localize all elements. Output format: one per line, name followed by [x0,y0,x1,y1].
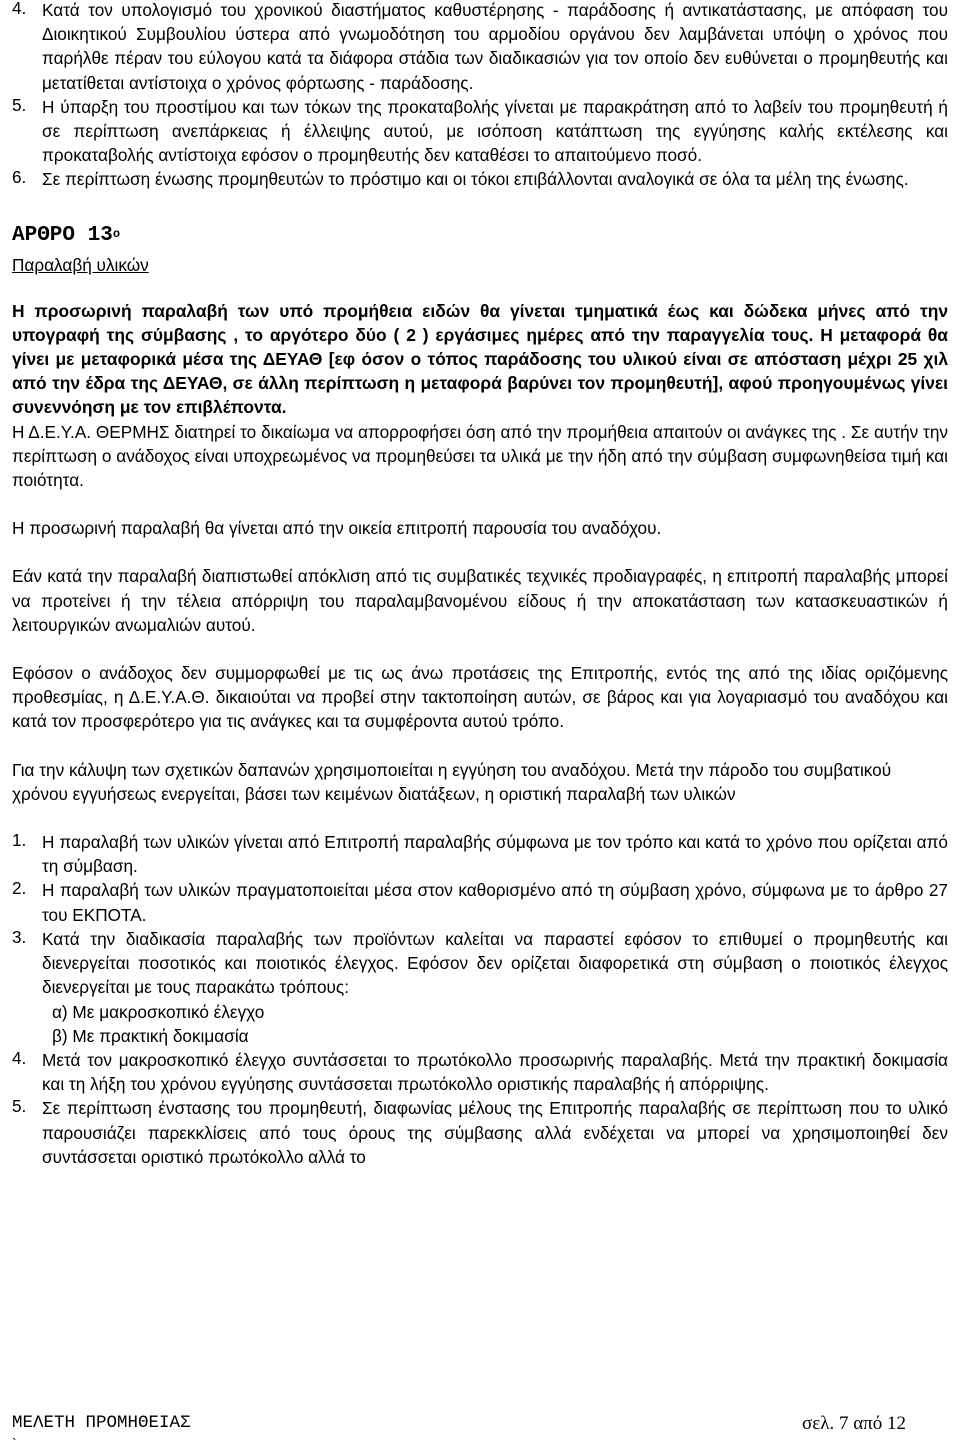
bold-paragraph: Η προσωρινή παραλαβή των υπό προμήθεια ειδών θα γίνεται τμηματικά έως και δώδεκα μήνες από την υπογραφή της σύμβασης , το αργότερο δύο ( 2 ) εργάσιμες ημέρες από την παραγγελία τους. Η μεταφορά θα γίνει με μεταφορικά μέσα της ΔΕΥΑΘ [εφ όσον ο τόπος παράδοσης του υλικού είναι σε απόσταση μέχρι 25 χιλ από την έδρα της ΔΕΥΑΘ, σε άλλη περίπτωση η μεταφορά βαρύνει τον προμηθευτή], αφού προηγουμένως γίνει συνεννόηση με τον επιβλέποντα. [12,300,948,418]
list-item [12,95,948,168]
item-text: Μετά τον μακροσκοπικό έλεγχο συντάσσεται το πρωτόκολλο προσωρινής παραλαβής. Μετά την πρακτική δοκιμασία και τη λήξη του χρόνου εγγύησης συντάσσεται πρωτόκολλο οριστικής παραλαβής ή απόρριψης. [42,1049,948,1095]
list-item [12,830,948,878]
item-number: 4. [12,0,27,18]
item-text: Η παραλαβή των υλικών πραγματοποιείται μέσα στον καθορισμένο από τη σύμβαση χρόνο, σύμφωνα με το άρθρο 27 του ΕΚΠΟΤΑ. [42,880,948,925]
article-title-text: ΑΡΘΡΟ 13 [12,223,113,247]
item-text: Κατά τον υπολογισμό του χρονικού διαστήματος καθυστέρησης - παράδοσης ή αντικατάστασης, με απόφαση του Διοικητικού Συμβουλίου ύστερα από γνωμοδότηση του αρμοδίου οργάνου δεν λαμβάνεται υπόψη ο χρόνος που παρήλθε πέραν του εύλογου κατά τα διάφορα στάδια των διαδικασιών για τον οποίο δεν ευθύνεται ο προμηθευτής και μετατίθεται αντίστοιχα ο χρόνος φόρτωσης - παράδοσης. [42,0,948,93]
paragraph: Η προσωρινή παραλαβή θα γίνεται από την οικεία επιτροπή παρουσία του αναδόχου. [12,518,662,539]
paragraph: Η Δ.Ε.Υ.Α. ΘΕΡΜΗΣ διατηρεί το δικαίωμα να απορροφήσει όση από την προμήθεια απαιτούν οι ανάγκες της . Σε αυτήν την περίπτωση ο ανάδοχος είναι υποχρεωμένος να προμηθεύσει τα υλικά με την ήδη από την σύμβαση συμφωνηθείσα τιμή και ποιότητα. [12,421,948,491]
list-item [12,0,948,95]
list-item [12,167,948,191]
footer-title: ΜΕΛΕΤΗ ΠΡΟΜΗΘΕΙΑΣ [12,1413,191,1433]
paragraph: Εάν κατά την παραλαβή διαπιστωθεί απόκλιση από τις συμβατικές τεχνικές προδιαγραφές, η επιτροπή παραλαβής μπορεί να προτείνει ή την τέλεια απόρριψη του παραλαμβανομένου είδους ή την αποκατάσταση των κατασκευαστικών ή λειτουργικών ανωμαλιών αυτού. [12,566,948,635]
list-item [12,927,948,1000]
item-number: 5. [12,94,27,115]
sub-option: α) Με μακροσκοπικό έλεγχο [52,1001,265,1022]
list-item [12,1096,948,1169]
footer-mark: ` [12,1435,17,1451]
paragraph: Για την κάλυψη των σχετικών δαπανών χρησιμοποιείται η εγγύηση του αναδόχου. Μετά την πάροδο του συμβατικού χρόνου εγγυήσεως ενεργείται, βάσει των κειμένων διατάξεων, η οριστική παραλαβή των υλικών [12,759,892,804]
page-number: σελ. 7 από 12 [802,1413,906,1434]
item-text: Η παραλαβή των υλικών γίνεται από Επιτροπή παραλαβής σύμφωνα με τον τρόπο και κατά το χρόνο που ορίζεται από τη σύμβαση. [42,832,948,877]
item-number: 5. [12,1096,27,1117]
article-subtitle: Παραλαβή υλικών [12,254,149,275]
sub-option: β) Με πρακτική δοκιμασία [52,1025,249,1046]
paragraph: Εφόσον ο ανάδοχος δεν συμμορφωθεί με τις ως άνω προτάσεις της Επιτροπής, εντός της από της ιδίας οριζόμενης προθεσμίας, η Δ.Ε.Υ.Α.Θ. δικαιούται να προβεί στην τακτοποίηση αυτών, σε βάρος και για λογαριασμό του αναδόχου και κατά τον προσφερότερο για τις ανάγκες και τα συμφέροντα αυτού τρόπο. [12,663,948,732]
list-item [12,878,948,926]
item-number: 4. [12,1047,27,1068]
page-footer [12,1413,906,1435]
item-number: 1. [12,830,27,851]
item-text: Κατά την διαδικασία παραλαβής των προϊόντων καλείται να παραστεί εφόσον το επιθυμεί ο προμηθευτής και διενεργείται ποσοτικός και ποιοτικός έλεγχος. Εφόσον δεν ορίζεται διαφορετικά στη σύμβαση ο ποιοτικός έλεγχος διενεργείται με τους παρακάτω τρόπους: [42,928,948,998]
list-item [12,1048,948,1096]
item-number: 2. [12,878,27,899]
item-text: Σε περίπτωση ένωσης προμηθευτών το πρόστιμο και οι τόκοι επιβάλλονται αναλογικά σε όλα τα μέλη της ένωσης. [42,169,909,190]
item-text: Η ύπαρξη του προστίμου και των τόκων της προκαταβολής γίνεται με παρακράτηση από το λαβείν του προμηθευτή ή σε περίπτωση ανεπάρκειας ή έλλειψης αυτού, με ισόποση κατάπτωση της εγγύησης καλής εκτέλεσης και προκαταβολής αντίστοιχα εφόσον ο προμηθευτής δεν καταθέσει το απαιτούμενο ποσό. [42,96,948,166]
item-number: 6. [12,167,27,188]
item-text: Σε περίπτωση ένστασης του προμηθευτή, διαφωνίας μέλους της Επιτροπής παραλαβής σε περίπτωση που το υλικό παρουσιάζει παρεκκλίσεις από τους όρους της σύμβασης αλλά ενδέχεται να μπορεί να χρησιμοποιηθεί δεν συντάσσεται οριστικό πρωτόκολλο αλλά το [42,1098,948,1167]
document-page [12,0,948,1169]
article-title-degree: ο [112,226,121,241]
article-title [12,222,948,250]
item-number: 3. [12,926,27,947]
